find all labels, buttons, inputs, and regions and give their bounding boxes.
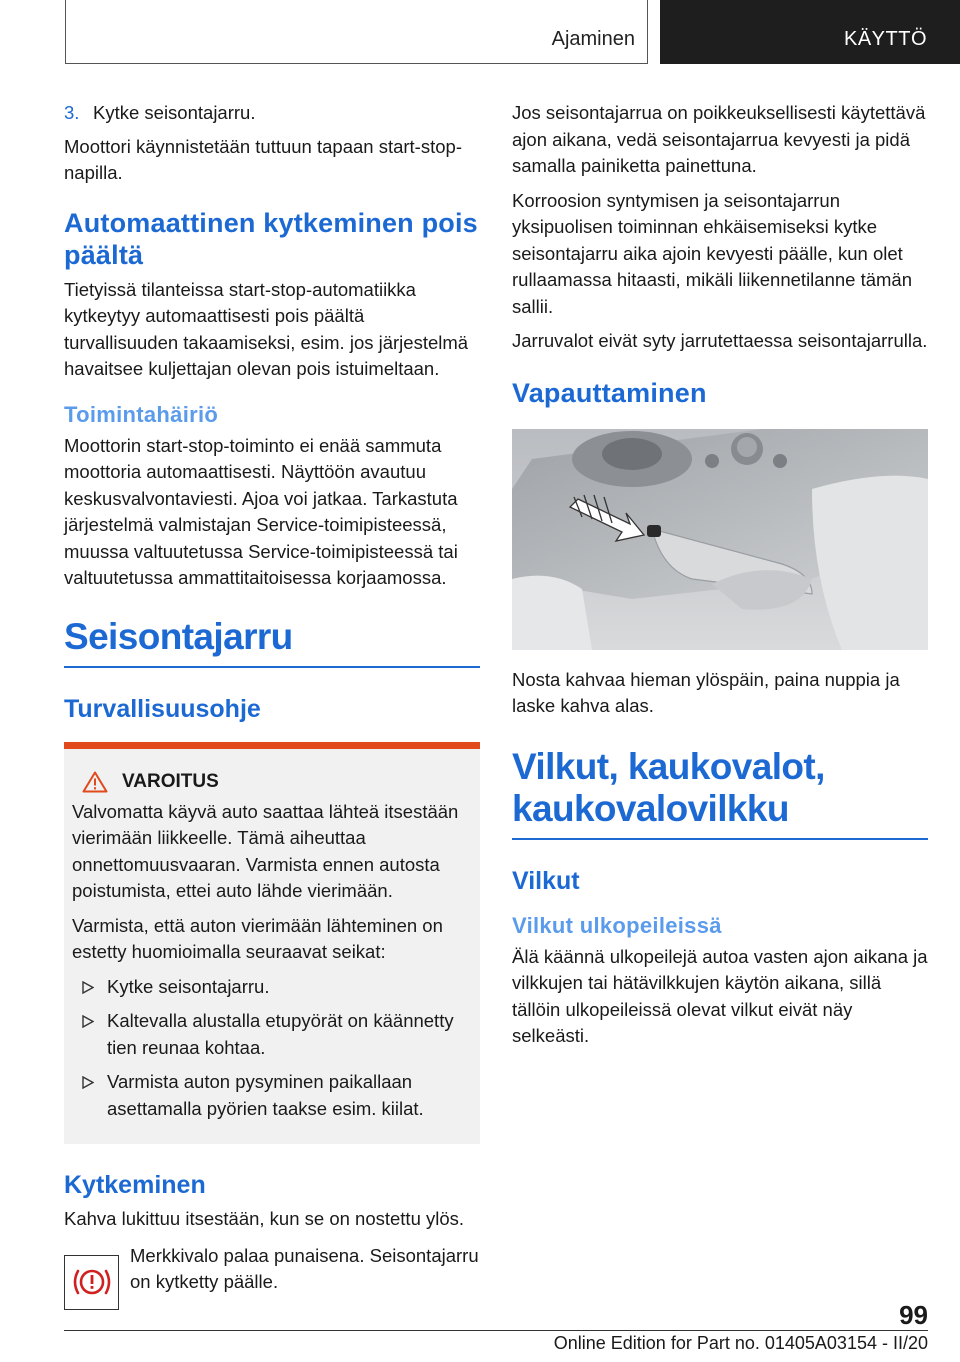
- release-paragraph: Nosta kahvaa hieman ylöspäin, paina nuppia ja laske kahva alas.: [512, 668, 900, 716]
- signal-row: [64, 1243, 480, 1310]
- list-item-text: Kaltevalla alustalla etupyörät on käännetty tien reunaa kohtaa.: [107, 1010, 454, 1058]
- warning-box: [64, 742, 480, 1145]
- warning-title: VAROITUS: [122, 770, 219, 792]
- parking-brake-heading: Seisontajarru: [64, 616, 480, 668]
- parking-brake-warning-lamp-icon: [64, 1255, 119, 1310]
- page-number: 99: [899, 1300, 928, 1330]
- list-item: [72, 1008, 472, 1061]
- warning-paragraph-2: Varmista, että auton vierimään lähteminen on estetty huomioimalla seuraavat seikat:: [72, 914, 443, 962]
- right-column: [512, 100, 928, 1058]
- warning-triangle-icon: [82, 771, 108, 793]
- warning-paragraph-1: Valvomatta käyvä auto saattaa lähteä itsestään vierimään liikkeelle. Tämä aiheuttaa onnettomuusvaaran. Varmista ennen autosta poistumista, ettei auto lähde vierimään.: [72, 800, 459, 901]
- left-column: [64, 100, 480, 1310]
- triangle-bullet-icon: [82, 981, 94, 994]
- corrosion-paragraph: Korroosion syntymisen ja seisontajarrun yksipuolisen toiminnan ehkäisemiseksi kytke seisontajarru aika ajoin kevyesti päälle, kun olet rullaamassa hitaasti, mikäli liikennetilanne tämän sallii.: [512, 189, 912, 317]
- list-item: [72, 974, 472, 1001]
- header-chapter-title: KÄYTTÖ: [843, 28, 927, 50]
- mirror-paragraph: Älä käännä ulkopeilejä autoa vasten ajon aikana ja vilkkujen tai hätävilkkujen käytön aikana, sillä tällöin ulkopeileissä olevat vilkut eivät näy selkeästi.: [512, 945, 928, 1046]
- header-chapter-box: [660, 0, 960, 64]
- fault-paragraph: Moottorin start-stop-toiminto ei enää sammuta moottoria automaattisesti. Näyttöön avautuu keskusvalvontaviesti. Ajoa voi jatkaa. Tarkastuta järjestelmä valmistajan Service-toimipisteessä, muussa valtuutetussa Service-toimipisteessä tai valtuutetussa ammattitaitoisessa korjaamossa.: [64, 434, 458, 588]
- driving-use-paragraph: Jos seisontajarrua on poikkeuksellisesti käytettävä ajon aikana, vedä seisontajarrua kevyesti ja pidä samalla painiketta painettuna.: [512, 102, 926, 176]
- turn-signals-heading: Vilkut: [512, 866, 580, 895]
- header-section-box: [65, 0, 648, 64]
- brake-lights-paragraph: Jarruvalot eivät syty jarrutettaessa seisontajarrulla.: [512, 330, 928, 351]
- safety-heading: Turvallisuusohje: [64, 694, 261, 723]
- list-item-text: Kytke seisontajarru.: [107, 975, 270, 997]
- warning-list: [72, 974, 472, 1123]
- triangle-bullet-icon: [82, 1076, 94, 1089]
- auto-off-heading: Automaattinen kytkeminen pois päältä: [64, 207, 478, 270]
- handbrake-release-illustration: [512, 429, 928, 650]
- step-number: 3.: [64, 102, 80, 123]
- header-section-title: Ajaminen: [551, 28, 635, 50]
- footer-divider: [64, 1330, 928, 1331]
- release-heading: Vapauttaminen: [512, 377, 707, 408]
- step-3: [64, 100, 480, 127]
- engage-heading: Kytkeminen: [64, 1171, 206, 1199]
- auto-off-paragraph: Tietyissä tilanteissa start-stop-automatiikka kytkeytyy automaattisesti pois päältä turvallisuuden takaamiseksi, esim. jos järjestelmä havaitsee kuljettajan olevan pois istuimeltaan.: [64, 278, 469, 379]
- list-item-text: Varmista auton pysyminen paikallaan asettamalla pyörien taakse esim. kiilat.: [107, 1071, 424, 1119]
- fault-heading: Toimintahäiriö: [64, 401, 219, 427]
- edition-note: Online Edition for Part no. 01405A03154 - II/20: [553, 1333, 928, 1353]
- list-item: [72, 1069, 472, 1122]
- signal-description: Merkkivalo palaa punaisena. Seisontajarru on kytketty päälle.: [130, 1244, 479, 1292]
- engage-paragraph: Kahva lukittuu itsestään, kun se on nostettu ylös.: [64, 1208, 465, 1229]
- restart-paragraph: Moottori käynnistetään tuttuun tapaan start-stop-napilla.: [64, 135, 462, 183]
- warning-title-row: [72, 771, 472, 793]
- triangle-bullet-icon: [82, 1015, 94, 1028]
- mirror-signals-heading: Vilkut ulkopeileissä: [512, 912, 722, 938]
- step-text: Kytke seisontajarru.: [93, 102, 256, 123]
- indicators-heading: Vilkut, kaukovalot, kaukovalovilkku: [512, 746, 928, 840]
